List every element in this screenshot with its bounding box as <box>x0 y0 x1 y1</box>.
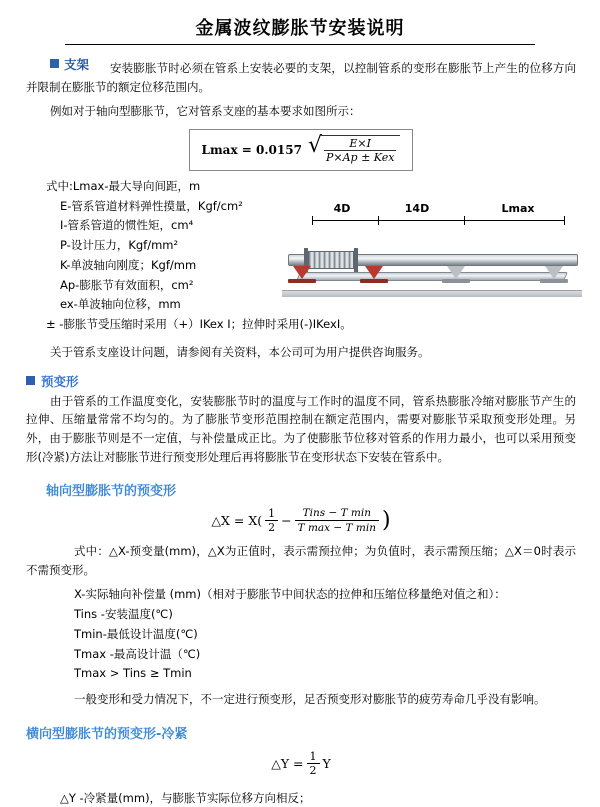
legend-item: Ap-膨胀节有效面积，cm² <box>60 277 194 292</box>
ground-line <box>282 290 582 297</box>
axial-note: 式中：△X-预变量(mm)，△X为正值时，表示需预拉伸；为负值时，表示需预压缩；△X＝0时表示不需预变形。 <box>26 544 576 577</box>
support-guide-1 <box>360 266 388 286</box>
subsection-heading-axial: 轴向型膨胀节的预变形 <box>46 484 177 500</box>
section-heading-predeform <box>26 372 576 390</box>
predeform-paragraph-1: 由于管系的工作温度变化，安装膨胀节时的温度与工作时的温度不同，管系热膨胀冷缩对膨胀节产生的拉伸、压缩量常常不均匀的。为了膨胀节变形范围控制在额定范围内，需要对膨胀节采取预变形处理。另外，由于膨胀节则是不一定值，与补偿量成正比。为了使膨胀节位移对管系的作用力最小，也可以采用预变形(冷紧)方法让对膨胀节进行预变形处理后再将膨胀节在变形状态下安装在管系中。 <box>26 393 576 464</box>
section-heading-predeform-label: 预变形 <box>41 373 79 389</box>
diagram-pipe-assembly <box>282 228 582 304</box>
page-title: 金属波纹膨胀节安装说明 <box>195 18 405 39</box>
formula-lmax-lhs: Lmax = 0.0157 <box>201 142 302 157</box>
document-body <box>0 55 600 807</box>
formula-lmax-denominator: P×Ap ± Kex <box>325 150 395 164</box>
formula-delta-y <box>26 750 576 777</box>
section-heading-support-label: 支架 <box>64 57 90 72</box>
diagram-label-lmax: Lmax <box>501 202 535 215</box>
formula-delta-y-half: $\frac{1}{2}$ <box>307 750 320 777</box>
formula-delta-y-lhs: △Y = <box>271 755 304 771</box>
diagram-dimension-labels <box>282 202 582 215</box>
formula-delta-x <box>26 507 576 534</box>
diagram-label-14d: 14D <box>404 202 430 215</box>
diagram-dimension-lines <box>290 216 574 226</box>
support-paragraph-1: 安装膨胀节时必须在管系上安装必要的支架，以控制管系的变形在膨胀节上产生的位移方向并限制在膨胀节的额定位移范围内。 <box>26 61 576 94</box>
formula-lmax-numerator: E×I <box>349 136 371 150</box>
expansion-joint-diagram <box>282 202 582 314</box>
list-item: Tmax -最高设计温（℃) <box>74 646 201 661</box>
pipe-perspective <box>296 272 568 281</box>
legend-item: E-管系管道材料弹性摸量，Kgf/cm² <box>60 198 243 213</box>
legend-item: ex-单波轴向位移，mm <box>60 297 181 312</box>
legend-item: P-设计压力，Kgf/mm² <box>60 238 179 253</box>
bullet-square-icon <box>26 376 35 385</box>
formula-delta-y-rhs: Y <box>322 755 331 771</box>
list-item: Tins -安装温度(℃) <box>74 607 173 622</box>
formula-delta-x-minus: − <box>281 513 292 529</box>
legend-item: I-管系管道的惯性矩，cm⁴ <box>60 218 194 233</box>
list-item: Tmax > Tins ≥ Tmin <box>74 666 192 681</box>
formula-lmax <box>26 129 576 171</box>
axial-items-list <box>26 585 576 684</box>
axial-tail: 一般变形和受力情况下，不一定进行预变形，足否预变形对膨胀节的疲劳寿命几乎没有影响。 <box>74 692 546 707</box>
sqrt-icon: √ $\frac{E\times I}{\text{P×Ap ± Kex}}$ <box>308 135 400 165</box>
formula-delta-x-rparen: ) <box>381 507 391 533</box>
support-guide-2 <box>442 266 470 286</box>
support-paragraph-2: 例如对于轴向型膨胀节，它对管系支座的基本要求如图所示： <box>50 104 361 119</box>
legend-item: K-单波轴向刚度；Kgf/mm <box>60 257 197 272</box>
formula-delta-x-fraction: Tins − T min T max − T min <box>295 507 379 534</box>
support-anchor <box>288 266 316 286</box>
subsection-heading-lateral: 横向型膨胀节的预变形-冷紧 <box>26 726 188 742</box>
flange-right <box>354 248 358 272</box>
document-page <box>0 14 600 805</box>
diagram-label-4d: 4D <box>333 202 351 215</box>
lateral-note: △Y -冷紧量(mm)，与膨胀节实际位移方向相反； <box>60 790 311 805</box>
formula-lmax-box <box>189 129 414 171</box>
list-item: X-实际轴向补偿量 (mm)（相对于膨胀节中间状态的拉伸和压缩位移量绝对值之和）： <box>74 587 506 602</box>
list-item: Tmin-最低设计温度(℃) <box>74 626 198 641</box>
legend-item: ± -膨胀节受压缩时采用（+）IKex I；拉伸时采用(-)IKexI。 <box>46 317 352 332</box>
title-divider <box>65 44 535 45</box>
formula-delta-x-lhs: △X = X( <box>211 513 263 529</box>
formula-lmax-fraction <box>320 135 400 165</box>
support-closing-paragraph: 关于管系支座设计问题，请参阅有关资料，本公司可为用户提供咨询服务。 <box>50 345 430 359</box>
legend-item: 式中:Lmax-最大导向间距，m <box>46 178 201 193</box>
formula-delta-x-half: 1 2 <box>265 507 278 534</box>
bullet-square-icon <box>50 59 59 68</box>
support-guide-3 <box>540 266 568 286</box>
